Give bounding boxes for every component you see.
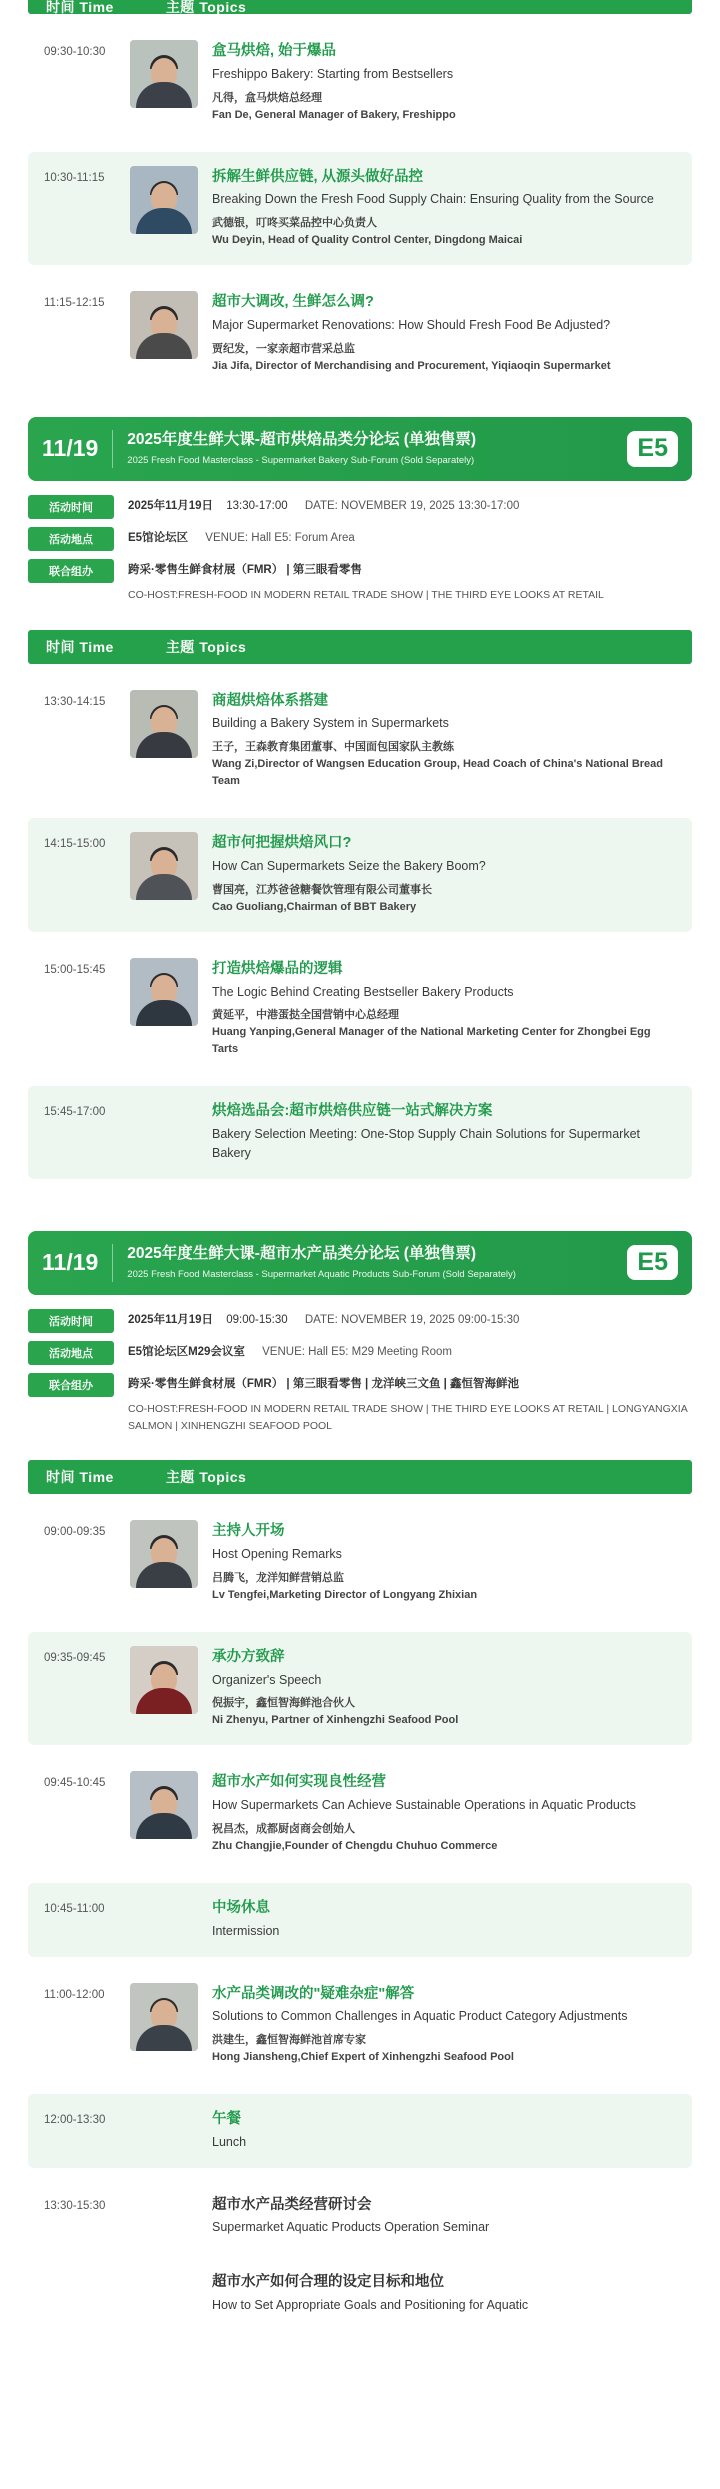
agenda-row — [28, 676, 692, 807]
session-time — [44, 2271, 130, 2275]
session-time: 10:45-11:00 — [44, 1903, 105, 1916]
speaker-en: Hong Jiansheng,Chief Expert of Xinhengzhi Seafood Pool — [212, 2051, 514, 2064]
session-time: 15:45-17:00 — [44, 1106, 106, 1119]
info-value-en: CO-HOST:FRESH-FOOD IN MODERN RETAIL TRADE SHOW | THE THIRD EYE LOOKS AT RETAIL | LONGYANGXIA SALMON | XINHENGZHI SEAFOOD POOL — [128, 1402, 688, 1432]
info-value-cn: 2025年11月19日 — [128, 1313, 214, 1326]
agenda-row — [28, 1086, 692, 1178]
speaker-cn: 凡得，盒马烘焙总经理 — [212, 91, 322, 104]
info-value-time: 09:00-15:30 — [226, 1313, 288, 1326]
speaker-photo — [130, 1771, 198, 1839]
agenda-list-bakery-morning — [28, 26, 692, 391]
info-line-time — [28, 1309, 692, 1333]
agenda-row — [28, 1969, 692, 2083]
session-time: 11:00-12:00 — [44, 1988, 105, 2001]
session-title-cn: 超市何把握烘焙风口? — [212, 835, 352, 852]
speaker-cn: 倪振宇，鑫恒智海鲜池合伙人 — [212, 1697, 355, 1710]
speaker-cn: 贾纪发，一家亲超市营采总监 — [212, 342, 355, 355]
topic-column-label: 主题 Topics — [165, 0, 247, 14]
speaker-cn: 吕腾飞，龙洋知鲜营销总监 — [212, 1571, 344, 1584]
session-time: 14:15-15:00 — [44, 838, 106, 851]
speaker-en: Jia Jifa, Director of Merchandising and Procurement, Yiqiaoqin Supermarket — [212, 359, 611, 372]
session-title-en: Host Opening Remarks — [212, 1547, 342, 1562]
agenda-row — [28, 2257, 692, 2331]
speaker-cn: 黄延平，中港蛋挞全国营销中心总经理 — [212, 1009, 399, 1022]
speaker-cn: 曹国亮，江苏爸爸糖餐饮管理有限公司董事长 — [212, 883, 432, 896]
info-tag: 活动地点 — [28, 527, 114, 551]
session-time: 09:45-10:45 — [44, 1777, 106, 1790]
time-column-label: 时间 Time — [46, 1469, 114, 1486]
info-line-time — [28, 495, 692, 519]
speaker-photo — [130, 1520, 198, 1588]
forum-title-cn: 2025年度生鲜大课-超市水产品类分论坛 (单独售票) — [127, 1245, 477, 1263]
session-title-cn: 承办方致辞 — [212, 1648, 285, 1665]
time-column-label: 时间 Time — [46, 0, 114, 14]
forum-title-en: 2025 Fresh Food Masterclass - Supermarket Bakery Sub-Forum (Sold Separately) — [127, 455, 475, 467]
speaker-photo — [130, 958, 198, 1026]
forum-title-cn: 2025年度生鲜大课-超市烘焙品类分论坛 (单独售票) — [127, 431, 477, 449]
speaker-en: Zhu Changjie,Founder of Chengdu Chuhuo Commerce — [212, 1840, 498, 1853]
session-time: 13:30-15:30 — [44, 2199, 106, 2212]
forum-title-en: 2025 Fresh Food Masterclass - Supermarket Aquatic Products Sub-Forum (Sold Separately) — [127, 1268, 516, 1280]
speaker-en: Ni Zhenyu, Partner of Xinhengzhi Seafood Pool — [212, 1714, 459, 1727]
agenda-list-aquatic-forum — [28, 1506, 692, 2330]
info-tag: 活动地点 — [28, 1341, 114, 1365]
session-title-en: Lunch — [212, 2134, 247, 2149]
session-time: 09:30-10:30 — [44, 46, 106, 58]
info-value-en: VENUE: Hall E5: M29 Meeting Room — [262, 1345, 452, 1358]
session-title-cn: 超市大调改, 生鲜怎么调? — [212, 294, 374, 311]
session-time: 10:30-11:15 — [44, 171, 105, 184]
agenda-row — [28, 26, 692, 140]
session-title-en: How Supermarkets Can Achieve Sustainable Operations in Aquatic Products — [212, 1798, 636, 1813]
info-value-cn: E5馆论坛区M29会议室 — [128, 1345, 245, 1358]
info-line-venue — [28, 1341, 692, 1365]
speaker-photo — [130, 1646, 198, 1714]
speaker-cn: 洪建生，鑫恒智海鲜池首席专家 — [212, 2034, 366, 2047]
forum-banner-bakery — [28, 417, 692, 481]
session-time: 13:30-14:15 — [44, 695, 106, 708]
session-title-en: Organizer's Speech — [212, 1672, 322, 1687]
info-line-venue — [28, 527, 692, 551]
info-value-time: 13:30-17:00 — [226, 499, 288, 512]
time-topic-header-partial — [28, 0, 692, 14]
info-tag: 活动时间 — [28, 1309, 114, 1333]
forum-info-bakery — [28, 495, 692, 604]
forum-date: 11/19 — [42, 435, 99, 462]
speaker-en: Cao Guoliang,Chairman of BBT Bakery — [212, 900, 417, 913]
session-title-cn: 超市水产如何合理的设定目标和地位 — [212, 2274, 444, 2291]
time-column-label: 时间 Time — [46, 638, 114, 655]
speaker-photo — [130, 832, 198, 900]
topic-column-label: 主题 Topics — [165, 1469, 247, 1486]
speaker-en: Lv Tengfei,Marketing Director of Longyang Zhixian — [212, 1588, 478, 1601]
session-title-cn: 拆解生鲜供应链, 从源头做好品控 — [212, 168, 424, 185]
session-title-cn: 盒马烘焙, 始于爆品 — [212, 43, 337, 59]
speaker-en: Wang Zi,Director of Wangsen Education Group, Head Coach of China's National Bread Team — [212, 758, 664, 788]
session-title-cn: 水产品类调改的"疑难杂症"解答 — [212, 1985, 415, 2002]
speaker-en: Wu Deyin, Head of Quality Control Center, Dingdong Maicai — [212, 234, 523, 247]
speaker-en: Fan De, General Manager of Bakery, Freshippo — [212, 108, 456, 121]
agenda-row — [28, 818, 692, 932]
info-value-cn: 2025年11月19日 — [128, 499, 214, 512]
session-time: 09:35-09:45 — [44, 1651, 106, 1664]
topic-column-label: 主题 Topics — [165, 638, 247, 655]
session-title-en: How Can Supermarkets Seize the Bakery Boom? — [212, 858, 486, 873]
banner-divider — [112, 1244, 113, 1282]
info-line-cohost — [28, 559, 692, 583]
info-tag: 活动时间 — [28, 495, 114, 519]
agenda-row — [28, 1883, 692, 1957]
speaker-photo — [130, 1983, 198, 2051]
agenda-row — [28, 1506, 692, 1620]
speaker-photo — [130, 690, 198, 758]
session-title-cn: 午餐 — [212, 2111, 241, 2128]
session-title-en: Intermission — [212, 1923, 280, 1938]
speaker-photo — [130, 166, 198, 234]
agenda-list-bakery-forum — [28, 676, 692, 1179]
session-time: 09:00-09:35 — [44, 1526, 106, 1539]
forum-hall-badge: E5 — [627, 1245, 678, 1281]
speaker-photo — [130, 40, 198, 108]
banner-divider — [112, 430, 113, 468]
info-value-cn: 跨采·零售生鲜食材展（FMR） | 第三眼看零售 — [128, 563, 362, 576]
session-title-cn: 超市水产如何实现良性经营 — [212, 1774, 386, 1791]
speaker-cn: 祝昌杰，成都厨卤商会创始人 — [212, 1822, 355, 1835]
info-value-cn: 跨采·零售生鲜食材展（FMR） | 第三眼看零售 | 龙洋峡三文鱼 | 鑫恒智海鲜池 — [128, 1377, 520, 1390]
session-title-en: The Logic Behind Creating Bestseller Bakery Products — [212, 984, 514, 999]
session-title-en: Bakery Selection Meeting: One-Stop Supply Chain Solutions for Supermarket Bakery — [212, 1127, 641, 1160]
session-title-en: Building a Bakery System in Supermarkets — [212, 716, 449, 731]
agenda-row — [28, 277, 692, 391]
session-title-en: Major Supermarket Renovations: How Should Fresh Food Be Adjusted? — [212, 317, 611, 332]
session-title-cn: 超市水产品类经营研讨会 — [212, 2196, 372, 2213]
speaker-photo — [130, 291, 198, 359]
speaker-cn: 王子，王森教育集团董事、中国面包国家队主教练 — [212, 741, 454, 754]
session-title-en: Freshippo Bakery: Starting from Bestsellers — [212, 66, 454, 81]
forum-hall-badge: E5 — [627, 431, 678, 467]
agenda-row — [28, 2180, 692, 2254]
info-value-en: CO-HOST:FRESH-FOOD IN MODERN RETAIL TRADE SHOW | THE THIRD EYE LOOKS AT RETAIL — [128, 588, 604, 601]
agenda-row — [28, 1632, 692, 1746]
info-value-en: DATE: NOVEMBER 19, 2025 09:00-15:30 — [304, 1313, 520, 1326]
session-title-en: Breaking Down the Fresh Food Supply Chain: Ensuring Quality from the Source — [212, 192, 654, 207]
time-topic-header — [28, 1460, 692, 1494]
info-value-en: DATE: NOVEMBER 19, 2025 13:30-17:00 — [304, 499, 520, 512]
agenda-row — [28, 2094, 692, 2168]
agenda-row — [28, 944, 692, 1075]
forum-date: 11/19 — [42, 1249, 99, 1276]
speaker-en: Huang Yanping,General Manager of the National Marketing Center for Zhongbei Egg Tarts — [212, 1026, 651, 1056]
session-title-en: Supermarket Aquatic Products Operation Seminar — [212, 2220, 490, 2235]
forum-info-aquatic — [28, 1309, 692, 1435]
session-time: 12:00-13:30 — [44, 2114, 106, 2127]
session-title-cn: 商超烘焙体系搭建 — [212, 692, 328, 709]
speaker-cn: 武德银，叮咚买菜品控中心负责人 — [212, 217, 377, 230]
agenda-row — [28, 152, 692, 266]
agenda-row — [28, 1757, 692, 1871]
session-title-cn: 主持人开场 — [212, 1523, 285, 1540]
info-value-cn: E5馆论坛区 — [128, 531, 189, 544]
session-time: 11:15-12:15 — [44, 297, 105, 310]
session-time: 15:00-15:45 — [44, 963, 106, 976]
session-title-en: Solutions to Common Challenges in Aquatic Product Category Adjustments — [212, 2009, 628, 2024]
time-topic-header — [28, 630, 692, 664]
info-tag: 联合组办 — [28, 1373, 114, 1397]
forum-banner-aquatic — [28, 1231, 692, 1295]
session-title-cn: 打造烘焙爆品的逻辑 — [212, 960, 343, 977]
info-value-en: VENUE: Hall E5: Forum Area — [205, 531, 355, 544]
info-line-cohost — [28, 1373, 692, 1397]
session-title-cn: 烘焙选品会:超市烘焙供应链一站式解决方案 — [212, 1103, 493, 1120]
info-tag: 联合组办 — [28, 559, 114, 583]
session-title-cn: 中场休息 — [212, 1900, 270, 1917]
session-title-en: How to Set Appropriate Goals and Positioning for Aquatic — [212, 2297, 529, 2312]
